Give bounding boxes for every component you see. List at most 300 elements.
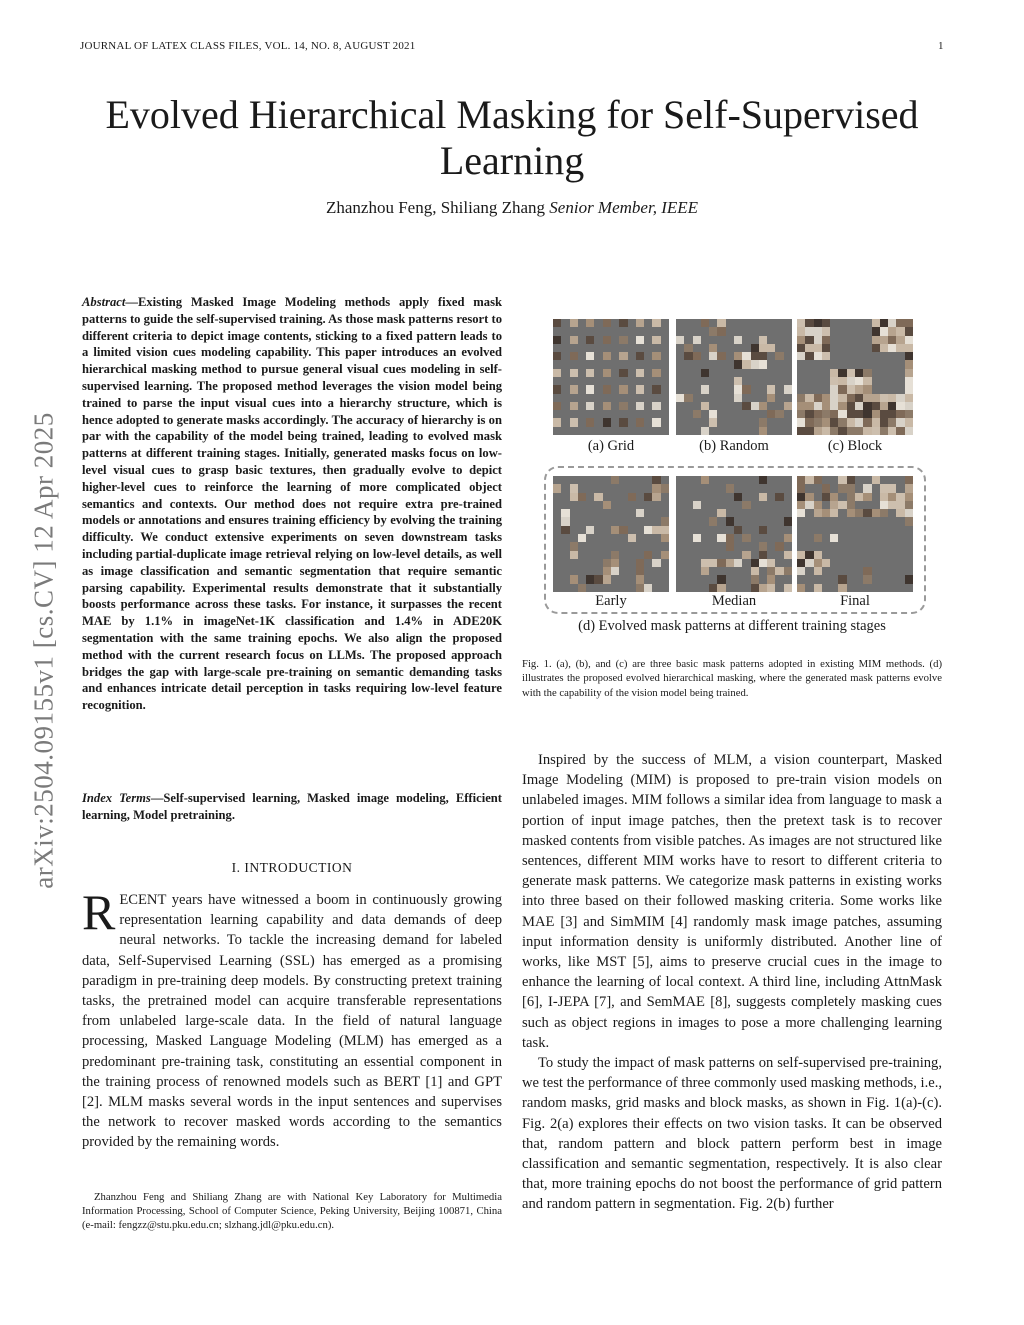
visible-patch <box>742 352 750 360</box>
visible-patch <box>734 559 742 567</box>
visible-patch <box>896 493 904 501</box>
visible-patch <box>693 410 701 418</box>
visible-patch <box>578 493 586 501</box>
visible-patch <box>570 369 578 377</box>
abstract-text: —Existing Masked Image Modeling methods apply fixed mask patterns to guide the self-supervised training. As those mask patterns resort to different criteria to depict image contents, sticking to a fixed pattern leads to a limited vision cues modeling capability. This paper introduces an evolved hierarchical masking method to pursue general visual cues modeling in self-supervised learning. The proposed method leverages the vision model being trained to parse the input visual cues into a hierarchy structure, which is hence adopted to generate masks accordingly. The accuracy of hierarchy is on par with the capability of the model being trained, leading to evolved mask patterns at different training stages. Initially, generated masks focus on low-level visual cues to grasp basic textures, then gradually evolve to depict higher-level cues to reinforce the learning of more complicated object semantics and contexts. Our method does not require extra pre-trained models or annotations and ensures training efficiency by evolving the training difficulty. We conduct extensive experiments on seven downstream tasks including partial-duplicate image retrieval relying on low-level details, as well as image classification and semantic segmentation that require semantic parsing capability. Experimental results demonstrate that it substantially boosts performance across these tasks. For instance, it surpasses the recent MAE by 1.1% in imageNet-1K classification and 1.4% in ADE20K segmentation with the same training epochs. We also align the proposed method with the current research focus on LLMs. The proposed approach bridges the gap with large-scale pre-training on semantic demanding tasks and enhances intricate detail perception in tasks requiring low-level feature recognition. <box>82 295 502 713</box>
visible-patch <box>734 394 742 402</box>
visible-patch <box>619 319 627 327</box>
visible-patch <box>619 336 627 344</box>
visible-patch <box>847 501 855 509</box>
visible-patch <box>855 410 863 418</box>
visible-patch <box>863 394 871 402</box>
visible-patch <box>838 377 846 385</box>
visible-patch <box>863 484 871 492</box>
index-terms <box>82 790 502 824</box>
visible-patch <box>586 418 594 426</box>
visible-patch <box>896 509 904 517</box>
visible-patch <box>734 377 742 385</box>
visible-patch <box>797 319 805 327</box>
visible-patch <box>751 360 759 368</box>
visible-patch <box>594 575 602 583</box>
visible-patch <box>693 534 701 542</box>
visible-patch <box>603 319 611 327</box>
visible-patch <box>838 369 846 377</box>
visible-patch <box>830 394 838 402</box>
visible-patch <box>855 394 863 402</box>
visible-patch <box>586 385 594 393</box>
visible-patch <box>751 402 759 410</box>
visible-patch <box>636 336 644 344</box>
visible-patch <box>905 394 913 402</box>
visible-patch <box>888 484 896 492</box>
visible-patch <box>888 427 896 435</box>
visible-patch <box>611 526 619 534</box>
visible-patch <box>767 567 775 575</box>
visible-patch <box>676 336 684 344</box>
visible-patch <box>603 385 611 393</box>
visible-patch <box>709 584 717 592</box>
visible-patch <box>784 385 792 393</box>
visible-patch <box>896 319 904 327</box>
visible-patch <box>636 385 644 393</box>
visible-patch <box>784 534 792 542</box>
visible-patch <box>863 493 871 501</box>
visible-patch <box>863 567 871 575</box>
visible-patch <box>701 476 709 484</box>
label-early: Early <box>595 593 627 609</box>
visible-patch <box>759 493 767 501</box>
visible-patch <box>863 427 871 435</box>
visible-patch <box>709 517 717 525</box>
visible-patch <box>619 385 627 393</box>
intro-paragraph <box>82 884 502 1153</box>
visible-patch <box>805 344 813 352</box>
label-final: Final <box>840 593 870 609</box>
visible-patch <box>805 493 813 501</box>
visible-patch <box>611 559 619 567</box>
visible-patch <box>838 427 846 435</box>
visible-patch <box>767 385 775 393</box>
visible-patch <box>847 402 855 410</box>
visible-patch <box>797 493 805 501</box>
visible-patch <box>905 369 913 377</box>
visible-patch <box>644 584 652 592</box>
visible-patch <box>905 352 913 360</box>
visible-patch <box>888 327 896 335</box>
visible-patch <box>742 402 750 410</box>
visible-patch <box>830 418 838 426</box>
running-header: JOURNAL OF LATEX CLASS FILES, VOL. 14, NO. 8, AUGUST 2021 <box>80 40 416 52</box>
visible-patch <box>775 352 783 360</box>
visible-patch <box>797 584 805 592</box>
visible-patch <box>570 551 578 559</box>
visible-patch <box>814 319 822 327</box>
visible-patch <box>717 319 725 327</box>
visible-patch <box>611 476 619 484</box>
visible-patch <box>734 526 742 534</box>
visible-patch <box>661 526 669 534</box>
visible-patch <box>830 377 838 385</box>
visible-patch <box>805 551 813 559</box>
visible-patch <box>759 336 767 344</box>
visible-patch <box>570 493 578 501</box>
visible-patch <box>797 418 805 426</box>
visible-patch <box>872 476 880 484</box>
visible-patch <box>830 402 838 410</box>
visible-patch <box>830 427 838 435</box>
visible-patch <box>805 501 813 509</box>
visible-patch <box>797 344 805 352</box>
visible-patch <box>578 584 586 592</box>
visible-patch <box>784 567 792 575</box>
visible-patch <box>805 476 813 484</box>
visible-patch <box>701 427 709 435</box>
visible-patch <box>880 327 888 335</box>
visible-patch <box>830 410 838 418</box>
visible-patch <box>553 369 561 377</box>
early-mask-image <box>553 476 669 592</box>
visible-patch <box>652 369 660 377</box>
visible-patch <box>822 352 830 360</box>
visible-patch <box>767 410 775 418</box>
visible-patch <box>693 336 701 344</box>
visible-patch <box>603 559 611 567</box>
visible-patch <box>888 319 896 327</box>
visible-patch <box>830 534 838 542</box>
visible-patch <box>636 418 644 426</box>
visible-patch <box>822 418 830 426</box>
visible-patch <box>847 484 855 492</box>
visible-patch <box>855 369 863 377</box>
visible-patch <box>814 551 822 559</box>
visible-patch <box>905 344 913 352</box>
visible-patch <box>759 559 767 567</box>
author-line <box>60 198 964 218</box>
visible-patch <box>880 336 888 344</box>
visible-patch <box>905 476 913 484</box>
visible-patch <box>717 509 725 517</box>
visible-patch <box>570 575 578 583</box>
visible-patch <box>693 352 701 360</box>
visible-patch <box>896 427 904 435</box>
visible-patch <box>628 493 636 501</box>
visible-patch <box>797 327 805 335</box>
visible-patch <box>619 526 627 534</box>
visible-patch <box>775 493 783 501</box>
visible-patch <box>905 517 913 525</box>
visible-patch <box>709 418 717 426</box>
visible-patch <box>838 418 846 426</box>
visible-patch <box>652 336 660 344</box>
visible-patch <box>709 559 717 567</box>
right-column-text <box>522 750 942 1215</box>
visible-patch <box>561 509 569 517</box>
visible-patch <box>830 369 838 377</box>
visible-patch <box>684 352 692 360</box>
visible-patch <box>797 410 805 418</box>
visible-patch <box>847 476 855 484</box>
subfigure-d-caption: (d) Evolved mask patterns at different training stages <box>578 618 886 634</box>
visible-patch <box>830 385 838 393</box>
visible-patch <box>872 410 880 418</box>
visible-patch <box>717 534 725 542</box>
visible-patch <box>784 551 792 559</box>
visible-patch <box>684 394 692 402</box>
visible-patch <box>814 476 822 484</box>
visible-patch <box>905 493 913 501</box>
visible-patch <box>570 352 578 360</box>
visible-patch <box>888 402 896 410</box>
visible-patch <box>684 344 692 352</box>
visible-patch <box>805 394 813 402</box>
visible-patch <box>814 352 822 360</box>
visible-patch <box>636 352 644 360</box>
final-mask-image <box>797 476 913 592</box>
arxiv-stamp <box>20 350 68 950</box>
visible-patch <box>847 394 855 402</box>
paper-title: Evolved Hierarchical Masking for Self-Supervised Learning <box>105 92 919 183</box>
visible-patch <box>814 559 822 567</box>
visible-patch <box>814 427 822 435</box>
visible-patch <box>872 394 880 402</box>
visible-patch <box>652 493 660 501</box>
visible-patch <box>652 484 660 492</box>
index-terms-lead: Index Terms <box>82 791 151 805</box>
visible-patch <box>822 336 830 344</box>
visible-patch <box>726 559 734 567</box>
visible-patch <box>905 336 913 344</box>
abstract-lead: Abstract <box>82 295 126 309</box>
visible-patch <box>872 319 880 327</box>
visible-patch <box>905 410 913 418</box>
visible-patch <box>822 394 830 402</box>
visible-patch <box>644 551 652 559</box>
visible-patch <box>880 484 888 492</box>
visible-patch <box>636 567 644 575</box>
visible-patch <box>734 352 742 360</box>
visible-patch <box>805 402 813 410</box>
paragraph: Inspired by the success of MLM, a vision counterpart, Masked Image Modeling (MIM) is proposed to pre-train vision models on unlabeled images. MIM follows a similar idea from language to mask a portion of input image patches, then the pretext task is to recover masked contents from visible patches. As images are not structured like sentences, different MIM works have to resort to different criteria to generate mask patterns. We categorize mask patterns in existing works into three based on their followed masking criteria. Some works like MAE [3] and SimMIM [4] randomly mask image patches, assuming input information density is uniformly distributed. Another line of works, like MST [5], aims to preserve crucial cues in the image to enhance the learning of local context. A third line, including AttnMask [6], I-JEPA [7], and SemMAE [8], suggests completely masking cues such as object regions in images to pose a more challenging learning task. <box>522 752 942 1051</box>
visible-patch <box>775 410 783 418</box>
visible-patch <box>797 352 805 360</box>
figure-caption: Fig. 1. (a), (b), and (c) are three basic mask patterns adopted in existing MIM methods. (d) illustrates the proposed evolved hierarchical masking, where the generated mask patterns evolve with the capability of the vision model being trained. <box>522 658 942 699</box>
visible-patch <box>784 517 792 525</box>
visible-patch <box>822 559 830 567</box>
visible-patch <box>661 484 669 492</box>
visible-patch <box>880 394 888 402</box>
visible-patch <box>767 584 775 592</box>
visible-patch <box>751 575 759 583</box>
visible-patch <box>652 418 660 426</box>
index-terms-text: —Self-supervised learning, Masked image modeling, Efficient learning, Model pretraining. <box>82 791 502 822</box>
visible-patch <box>759 427 767 435</box>
visible-patch <box>880 344 888 352</box>
visible-patch <box>561 526 569 534</box>
visible-patch <box>570 542 578 550</box>
visible-patch <box>619 352 627 360</box>
visible-patch <box>905 360 913 368</box>
visible-patch <box>570 484 578 492</box>
visible-patch <box>838 410 846 418</box>
block-mask-image <box>797 319 913 435</box>
label-block: (c) Block <box>827 438 883 454</box>
visible-patch <box>814 410 822 418</box>
visible-patch <box>619 402 627 410</box>
visible-patch <box>784 584 792 592</box>
visible-patch <box>742 501 750 509</box>
visible-patch <box>734 336 742 344</box>
visible-patch <box>586 319 594 327</box>
visible-patch <box>855 509 863 517</box>
abstract <box>82 294 502 714</box>
visible-patch <box>751 559 759 567</box>
visible-patch <box>717 559 725 567</box>
visible-patch <box>586 352 594 360</box>
visible-patch <box>784 402 792 410</box>
visible-patch <box>863 377 871 385</box>
paragraph: To study the impact of mask patterns on self-supervised pre-training, we test the performance of three commonly used masking methods, i.e., random masks, grid masks and block masks, as shown in Fig. 1(a)-(c). Fig. 2(a) explores their effects on two vision tasks. It can be observed that, random pattern and block pattern perform best in image classification and semantic segmentation, respectively. It is also clear that, more training epochs do not boost the performance of grid pattern and random pattern in segmentation. Fig. 2(b) further <box>522 1055 942 1213</box>
visible-patch <box>619 369 627 377</box>
visible-patch <box>847 509 855 517</box>
visible-patch <box>734 360 742 368</box>
visible-patch <box>863 369 871 377</box>
visible-patch <box>586 336 594 344</box>
visible-patch <box>553 418 561 426</box>
visible-patch <box>759 402 767 410</box>
visible-patch <box>767 344 775 352</box>
visible-patch <box>561 517 569 525</box>
visible-patch <box>814 584 822 592</box>
visible-patch <box>759 476 767 484</box>
visible-patch <box>880 493 888 501</box>
visible-patch <box>872 344 880 352</box>
visible-patch <box>896 336 904 344</box>
visible-patch <box>717 575 725 583</box>
visible-patch <box>905 385 913 393</box>
visible-patch <box>652 319 660 327</box>
visible-patch <box>797 336 805 344</box>
visible-patch <box>751 584 759 592</box>
visible-patch <box>797 402 805 410</box>
visible-patch <box>603 567 611 575</box>
visible-patch <box>814 344 822 352</box>
visible-patch <box>594 493 602 501</box>
visible-patch <box>880 509 888 517</box>
visible-patch <box>553 352 561 360</box>
visible-patch <box>805 559 813 567</box>
visible-patch <box>586 575 594 583</box>
visible-patch <box>797 476 805 484</box>
visible-patch <box>830 509 838 517</box>
visible-patch <box>797 509 805 517</box>
random-mask-image <box>676 319 792 435</box>
visible-patch <box>872 509 880 517</box>
visible-patch <box>847 418 855 426</box>
visible-patch <box>905 509 913 517</box>
page-number: 1 <box>938 40 944 52</box>
visible-patch <box>822 319 830 327</box>
visible-patch <box>759 352 767 360</box>
visible-patch <box>822 344 830 352</box>
visible-patch <box>838 501 846 509</box>
visible-patch <box>603 575 611 583</box>
visible-patch <box>603 501 611 509</box>
visible-patch <box>814 509 822 517</box>
visible-patch <box>636 584 644 592</box>
visible-patch <box>872 327 880 335</box>
visible-patch <box>775 542 783 550</box>
visible-patch <box>693 501 701 509</box>
visible-patch <box>734 385 742 393</box>
visible-patch <box>759 584 767 592</box>
visible-patch <box>905 377 913 385</box>
visible-patch <box>797 484 805 492</box>
visible-patch <box>847 410 855 418</box>
visible-patch <box>767 559 775 567</box>
visible-patch <box>888 336 896 344</box>
visible-patch <box>709 410 717 418</box>
visible-patch <box>822 484 830 492</box>
visible-patch <box>701 385 709 393</box>
visible-patch <box>896 501 904 509</box>
visible-patch <box>570 402 578 410</box>
visible-patch <box>838 484 846 492</box>
visible-patch <box>586 526 594 534</box>
visible-patch <box>759 551 767 559</box>
visible-patch <box>797 567 805 575</box>
visible-patch <box>603 336 611 344</box>
visible-patch <box>644 493 652 501</box>
visible-patch <box>905 319 913 327</box>
visible-patch <box>717 327 725 335</box>
visible-patch <box>896 402 904 410</box>
visible-patch <box>661 551 669 559</box>
visible-patch <box>701 559 709 567</box>
visible-patch <box>805 410 813 418</box>
visible-patch <box>636 559 644 567</box>
visible-patch <box>636 509 644 517</box>
visible-patch <box>896 394 904 402</box>
visible-patch <box>888 410 896 418</box>
visible-patch <box>636 369 644 377</box>
visible-patch <box>775 567 783 575</box>
visible-patch <box>553 385 561 393</box>
visible-patch <box>872 336 880 344</box>
visible-patch <box>726 534 734 542</box>
visible-patch <box>814 501 822 509</box>
visible-patch <box>880 418 888 426</box>
visible-patch <box>628 534 636 542</box>
visible-patch <box>822 427 830 435</box>
visible-patch <box>822 493 830 501</box>
visible-patch <box>767 575 775 583</box>
visible-patch <box>888 501 896 509</box>
visible-patch <box>759 526 767 534</box>
visible-patch <box>863 410 871 418</box>
visible-patch <box>553 336 561 344</box>
visible-patch <box>578 534 586 542</box>
visible-patch <box>636 575 644 583</box>
visible-patch <box>636 402 644 410</box>
section-heading <box>82 860 502 876</box>
visible-patch <box>652 526 660 534</box>
visible-patch <box>880 402 888 410</box>
visible-patch <box>644 526 652 534</box>
visible-patch <box>896 344 904 352</box>
visible-patch <box>603 418 611 426</box>
visible-patch <box>847 493 855 501</box>
arxiv-stamp-text: arXiv:2504.09155v1 [cs.CV] 12 Apr 2025 <box>28 411 59 889</box>
